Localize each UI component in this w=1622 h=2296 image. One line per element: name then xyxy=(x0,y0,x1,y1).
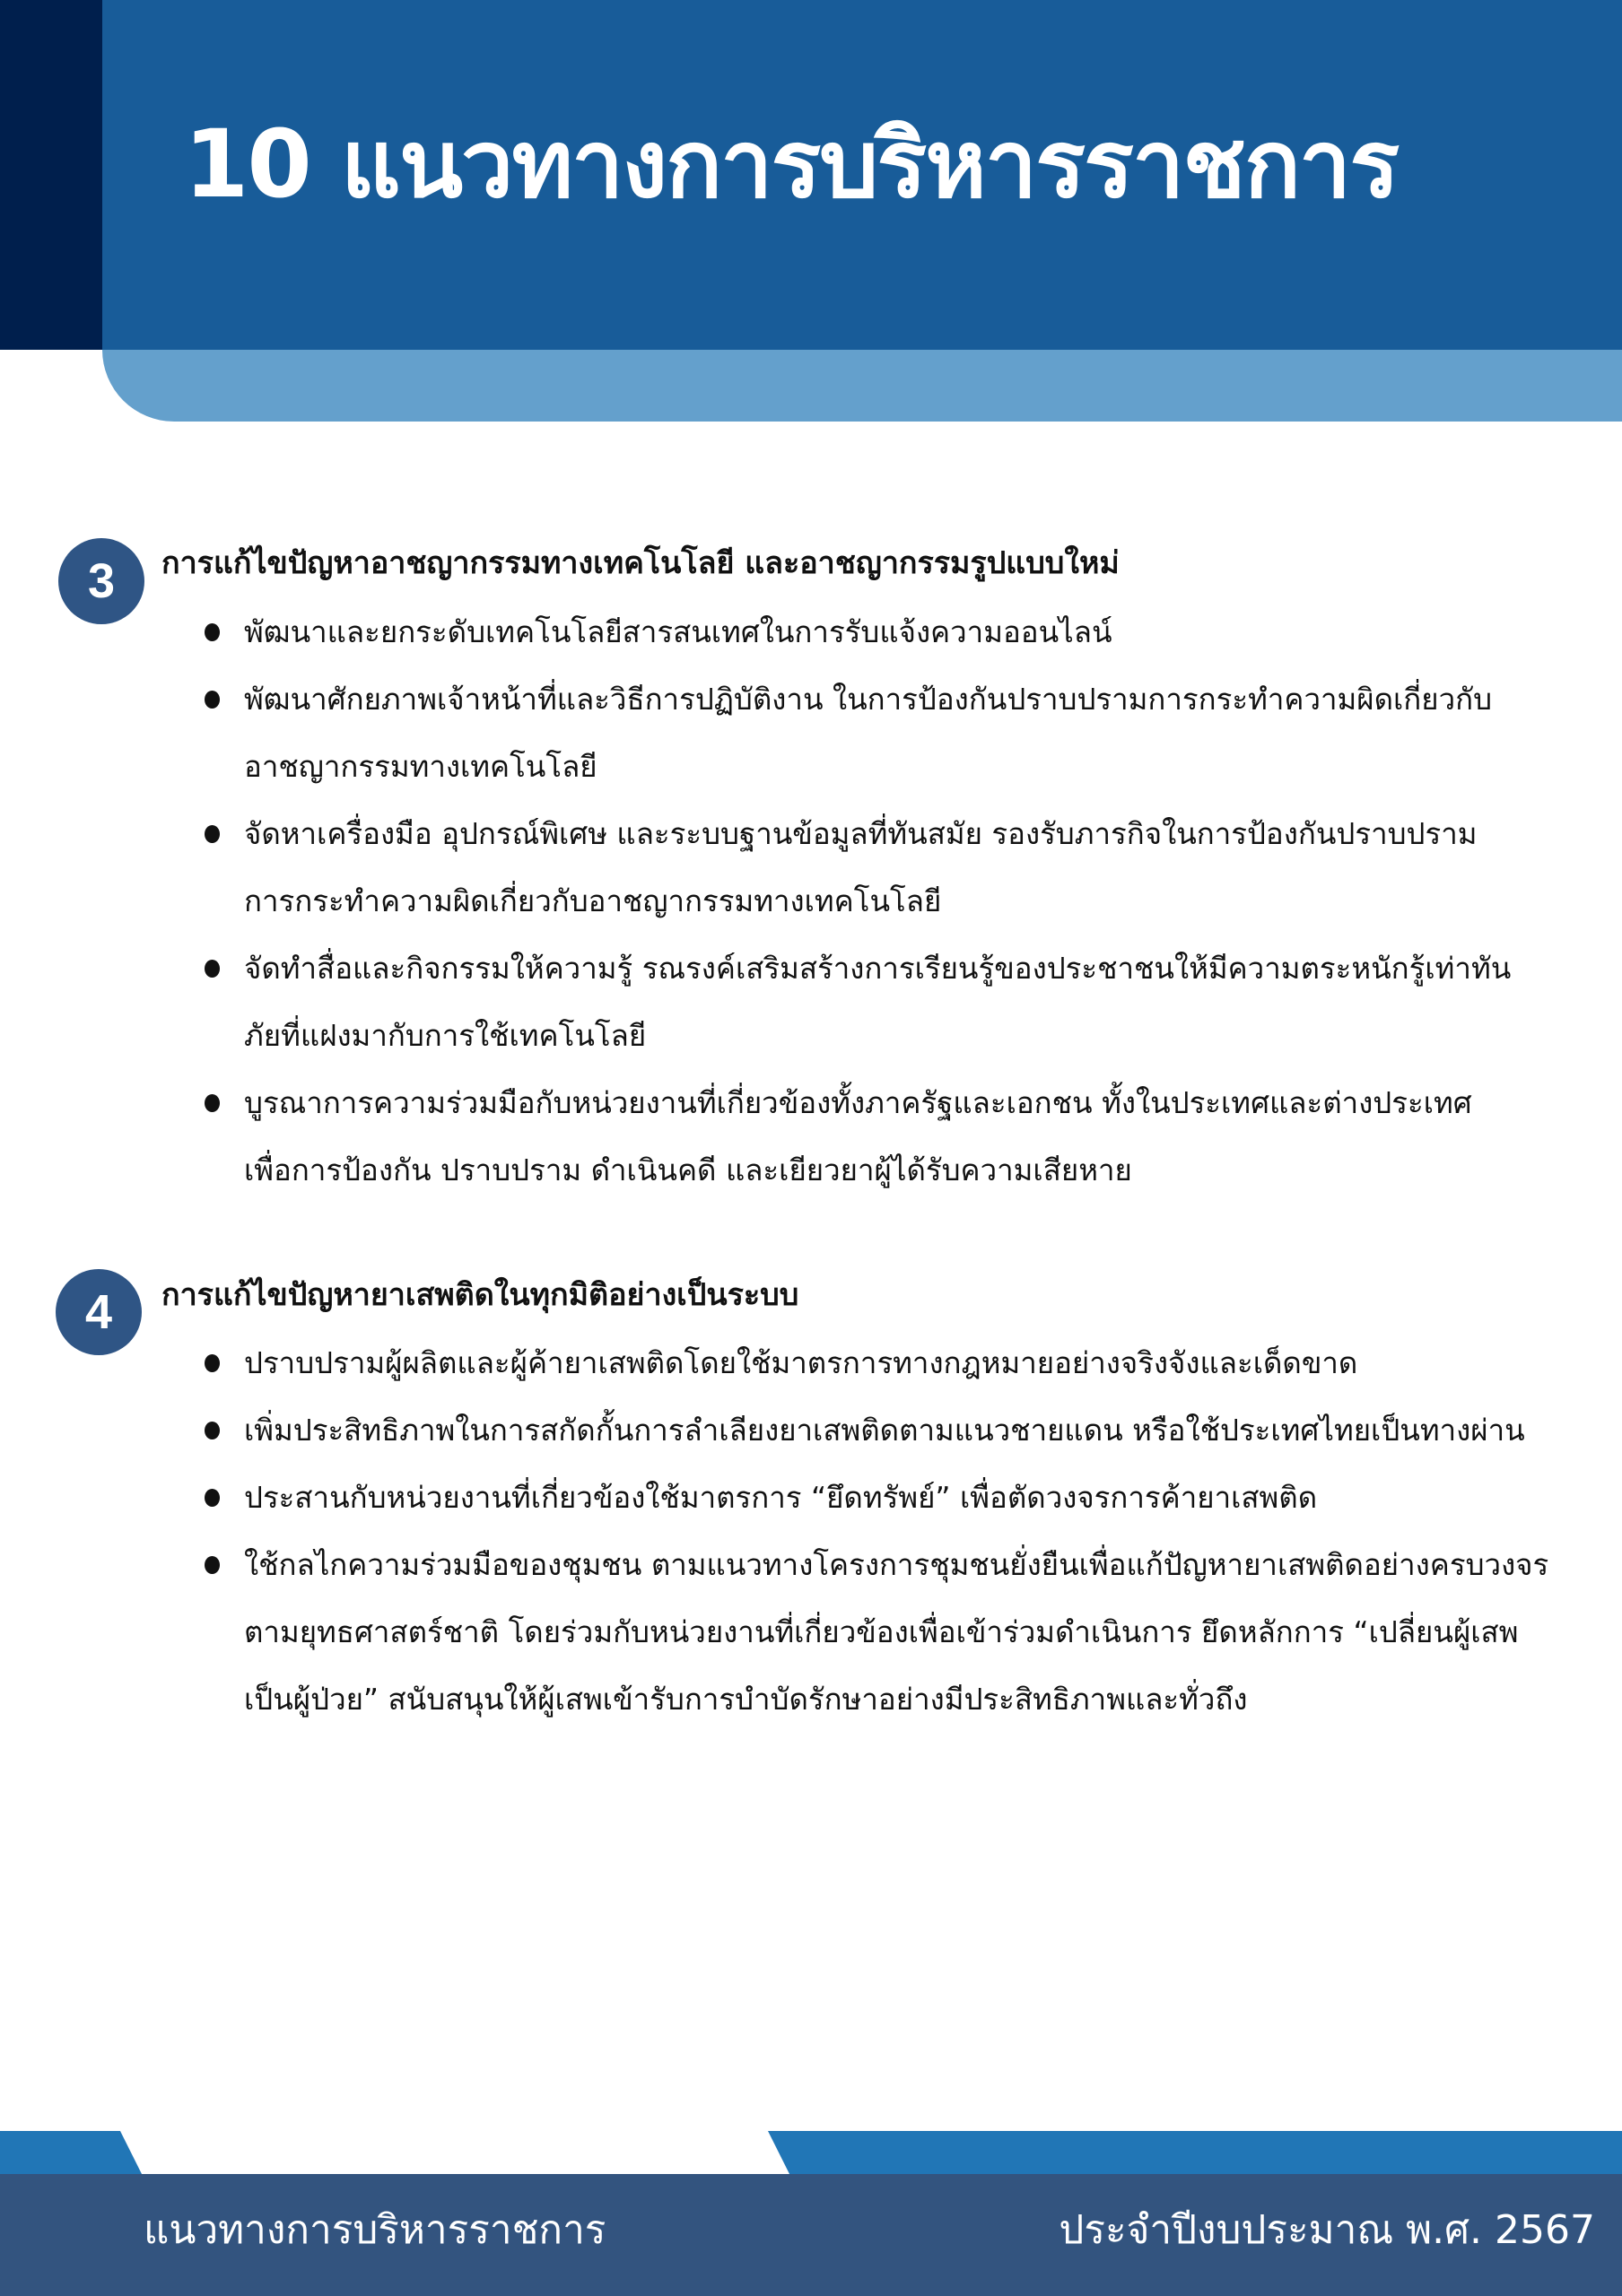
section-number-badge: 4 xyxy=(56,1269,142,1355)
list-item-text: ใช้กลไกความร่วมมือของชุมชน ตามแนวทางโครงการชุมชนยั่งยืนเพื่อแก้ปัญหายาเสพติดอย่างครบวงจร xyxy=(244,1547,1549,1582)
list-item-text: อาชญากรรมทางเทคโนโลยี xyxy=(244,749,597,784)
list-item-text: พัฒนาศักยภาพเจ้าหน้าที่และวิธีการปฏิบัติงาน ในการป้องกันปราบปรามการกระทำความผิดเกี่ยวกับ xyxy=(244,682,1493,717)
footer-document-title: แนวทางการบริหารราชการ xyxy=(144,2207,606,2253)
header-accent-bar xyxy=(102,350,1622,422)
section-title: การแก้ไขปัญหายาเสพติดในทุกมิติอย่างเป็นระบบ xyxy=(161,1277,799,1313)
bullet-icon xyxy=(205,1094,220,1112)
bullet-icon xyxy=(205,960,220,978)
list-item-text: บูรณาการความร่วมมือกับหน่วยงานที่เกี่ยวข้องทั้งภาครัฐและเอกชน ทั้งในประเทศและต่างประเทศ xyxy=(244,1085,1472,1120)
page-title: 10 แนวทางการบริหารราชการ xyxy=(184,109,1399,219)
list-item-text: ประสานกับหน่วยงานที่เกี่ยวข้องใช้มาตรการ “ยึดทรัพย์” เพื่อตัดวงจรการค้ายาเสพติด xyxy=(244,1480,1318,1515)
bullet-icon xyxy=(205,691,220,709)
section-title: การแก้ไขปัญหาอาชญากรรมทางเทคโนโลยี และอาชญากรรมรูปแบบใหม่ xyxy=(161,545,1120,581)
bullet-icon xyxy=(205,1556,220,1574)
footer-fiscal-year: ประจำปีงบประมาณ พ.ศ. 2567 xyxy=(1059,2207,1595,2253)
bullet-icon xyxy=(205,623,220,641)
list-item-text: จัดหาเครื่องมือ อุปกรณ์พิเศษ และระบบฐานข้อมูลที่ทันสมัย รองรับภารกิจในการป้องกันปราบปราม xyxy=(244,816,1478,851)
bullet-icon xyxy=(205,1489,220,1507)
list-item-text: การกระทำความผิดเกี่ยวกับอาชญากรรมทางเทคโนโลยี xyxy=(244,883,942,918)
list-item-text: พัฒนาและยกระดับเทคโนโลยีสารสนเทศในการรับแจ้งความออนไลน์ xyxy=(244,614,1112,649)
list-item-text: ปราบปรามผู้ผลิตและผู้ค้ายาเสพติดโดยใช้มาตรการทางกฎหมายอย่างจริงจังและเด็ดขาด xyxy=(244,1345,1358,1380)
bullet-icon xyxy=(205,1354,220,1372)
header-navy-strip xyxy=(0,0,102,350)
list-item-text: เป็นผู้ป่วย” สนับสนุนให้ผู้เสพเข้ารับการบำบัดรักษาอย่างมีประสิทธิภาพและทั่วถึง xyxy=(244,1682,1248,1717)
list-item-text: เพิ่มประสิทธิภาพในการสกัดกั้นการลำเลียงยาเสพติดตามแนวชายแดน หรือใช้ประเทศไทยเป็นทางผ่าน xyxy=(244,1413,1525,1448)
footer-cutout-shape xyxy=(0,2131,1622,2174)
list-item-text: จัดทำสื่อและกิจกรรมให้ความรู้ รณรงค์เสริมสร้างการเรียนรู้ของประชาชนให้มีความตระหนักรู้เท่าทัน xyxy=(244,951,1512,986)
bullet-icon xyxy=(205,1422,220,1439)
list-item-text: ภัยที่แฝงมากับการใช้เทคโนโลยี xyxy=(244,1018,647,1053)
list-item-text: ตามยุทธศาสตร์ชาติ โดยร่วมกับหน่วยงานที่เกี่ยวข้องเพื่อเข้าร่วมดำเนินการ ยึดหลักการ “เปลี่ยนผู้เสพ xyxy=(244,1614,1519,1649)
bullet-icon xyxy=(205,825,220,843)
section-number-badge: 3 xyxy=(58,538,144,624)
list-item-text: เพื่อการป้องกัน ปราบปราม ดำเนินคดี และเยียวยาผู้ได้รับความเสียหาย xyxy=(244,1152,1132,1187)
